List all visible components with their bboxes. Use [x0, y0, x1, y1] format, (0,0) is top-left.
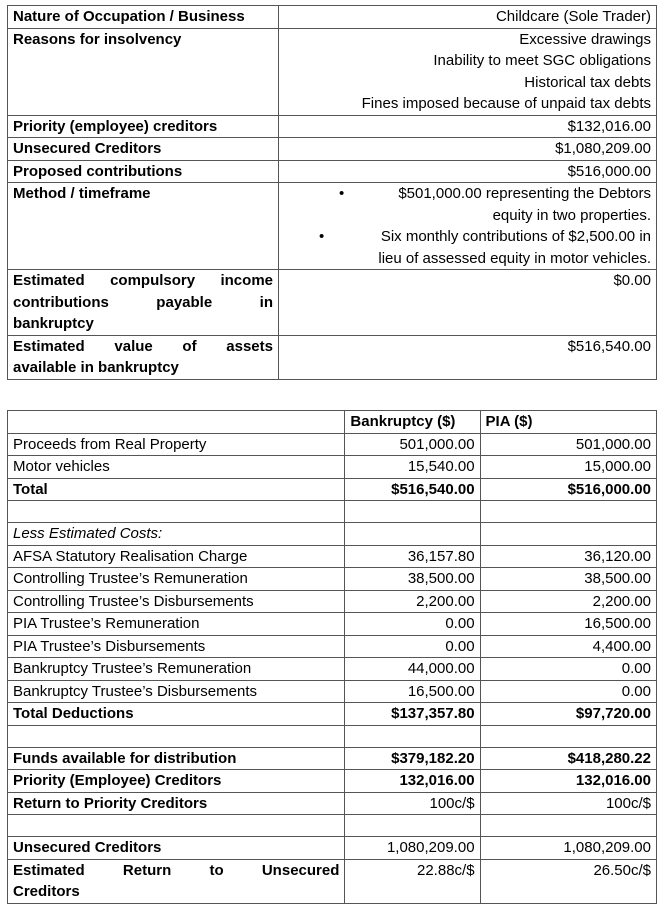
row-label: Proceeds from Real Property — [8, 433, 345, 456]
row-label — [8, 859, 345, 903]
comparison-row — [8, 815, 657, 837]
label-line: contributions payable in — [13, 293, 273, 311]
comparison-row — [8, 523, 657, 546]
bullet-line — [284, 248, 651, 270]
pia-value: 4,400.00 — [480, 635, 656, 658]
bankruptcy-value: 2,200.00 — [345, 590, 480, 613]
summary-label: Proposed contributions — [8, 160, 279, 183]
comparison-row — [8, 725, 657, 747]
bankruptcy-value — [345, 501, 480, 523]
pia-value: $516,000.00 — [480, 478, 656, 501]
summary-row-income — [8, 270, 657, 336]
summary-value — [279, 6, 657, 29]
label-line: available in bankruptcy — [13, 359, 179, 376]
summary-value — [279, 138, 657, 161]
label-line: bankruptcy — [13, 315, 94, 332]
summary-value-line: $132,016.00 — [567, 117, 651, 135]
pia-value — [480, 523, 656, 546]
pia-value: 38,500.00 — [480, 568, 656, 591]
bankruptcy-value: 1,080,209.00 — [345, 837, 480, 860]
label-line: Estimated value of assets — [13, 337, 273, 355]
pia-value: $418,280.22 — [480, 747, 656, 770]
pia-value — [480, 815, 656, 837]
comparison-row — [8, 456, 657, 479]
comparison-row — [8, 501, 657, 523]
pia-value: 501,000.00 — [480, 433, 656, 456]
summary-value-line: Inability to meet SGC obligations — [433, 52, 651, 69]
pia-value: 26.50c/$ — [480, 859, 656, 903]
summary-label: Unsecured Creditors — [8, 138, 279, 161]
row-label — [8, 815, 345, 837]
row-label — [8, 725, 345, 747]
row-label — [8, 501, 345, 523]
row-label: Unsecured Creditors — [8, 837, 345, 860]
pia-value: 36,120.00 — [480, 545, 656, 568]
bullet-text: lieu of assessed equity in motor vehicles. — [378, 249, 651, 267]
pia-value: 1,080,209.00 — [480, 837, 656, 860]
bankruptcy-value: $137,357.80 — [345, 703, 480, 726]
summary-row-method — [8, 183, 657, 270]
comparison-row — [8, 613, 657, 636]
comparison-row — [8, 433, 657, 456]
pia-value: 16,500.00 — [480, 613, 656, 636]
summary-value — [279, 115, 657, 138]
pia-value: 0.00 — [480, 658, 656, 681]
summary-value-line: $516,000.00 — [567, 162, 651, 180]
row-label: Less Estimated Costs: — [8, 523, 345, 546]
summary-row-assets — [8, 335, 657, 379]
summary-label: Nature of Occupation / Business — [8, 6, 279, 29]
summary-value-line: Childcare (Sole Trader) — [495, 8, 651, 25]
bankruptcy-value: 44,000.00 — [345, 658, 480, 681]
bullet-line — [284, 205, 651, 227]
bankruptcy-value: $516,540.00 — [345, 478, 480, 501]
comparison-row — [8, 635, 657, 658]
row-label: Total Deductions — [8, 703, 345, 726]
bankruptcy-value: 22.88c/$ — [345, 859, 480, 903]
bullet-text: $501,000.00 representing the Debtors — [398, 185, 651, 202]
row-label: Bankruptcy Trustee’s Disbursements — [8, 680, 345, 703]
comparison-row — [8, 770, 657, 793]
bankruptcy-value: 16,500.00 — [345, 680, 480, 703]
column-header — [8, 411, 345, 434]
bullet-line — [284, 183, 651, 205]
bankruptcy-value — [345, 523, 480, 546]
bullet-dot: • — [339, 185, 345, 202]
column-header: Bankruptcy ($) — [345, 411, 480, 434]
bullet-text: equity in two properties. — [492, 206, 651, 224]
comparison-header — [8, 411, 657, 434]
summary-row — [8, 115, 657, 138]
comparison-row — [8, 545, 657, 568]
pia-value: 100c/$ — [480, 792, 656, 815]
pia-value: $97,720.00 — [480, 703, 656, 726]
row-label: Funds available for distribution — [8, 747, 345, 770]
pia-value: 15,000.00 — [480, 456, 656, 479]
summary-label: Reasons for insolvency — [8, 28, 279, 115]
summary-value-line: Excessive drawings — [519, 30, 651, 48]
bankruptcy-value: $379,182.20 — [345, 747, 480, 770]
summary-value — [279, 28, 657, 115]
comparison-row — [8, 703, 657, 726]
summary-label: Priority (employee) creditors — [8, 115, 279, 138]
summary-value-line: $1,080,209.00 — [555, 140, 651, 157]
bankruptcy-value: 132,016.00 — [345, 770, 480, 793]
method-bullets — [279, 183, 657, 270]
pia-value — [480, 725, 656, 747]
label-line: Estimated compulsory income — [13, 272, 273, 289]
bankruptcy-value: 38,500.00 — [345, 568, 480, 591]
summary-row — [8, 138, 657, 161]
bullet-list — [284, 183, 651, 269]
summary-row — [8, 28, 657, 115]
summary-label — [8, 335, 279, 379]
comparison-table — [7, 410, 657, 904]
comparison-row — [8, 680, 657, 703]
bankruptcy-value: 100c/$ — [345, 792, 480, 815]
pia-value — [480, 501, 656, 523]
comparison-row — [8, 792, 657, 815]
summary-table — [7, 5, 657, 380]
summary-label: Method / timeframe — [8, 183, 279, 270]
summary-row — [8, 6, 657, 29]
bullet-line — [284, 226, 651, 248]
summary-value: $0.00 — [279, 270, 657, 336]
row-label: Bankruptcy Trustee’s Remuneration — [8, 658, 345, 681]
bankruptcy-value: 501,000.00 — [345, 433, 480, 456]
label-line: Estimated Return to Unsecured — [13, 861, 340, 879]
bullet-dot: • — [319, 228, 325, 245]
row-label: Controlling Trustee’s Remuneration — [8, 568, 345, 591]
summary-value-line: Historical tax debts — [524, 73, 651, 91]
row-label: Motor vehicles — [8, 456, 345, 479]
summary-label — [8, 270, 279, 336]
comparison-row — [8, 747, 657, 770]
comparison-row — [8, 837, 657, 860]
comparison-row — [8, 478, 657, 501]
comparison-row-last — [8, 859, 657, 903]
bankruptcy-value — [345, 815, 480, 837]
bullet-text: Six monthly contributions of $2,500.00 in — [380, 228, 651, 245]
comparison-row — [8, 590, 657, 613]
pia-value: 2,200.00 — [480, 590, 656, 613]
bankruptcy-value: 36,157.80 — [345, 545, 480, 568]
pia-value: 132,016.00 — [480, 770, 656, 793]
label-line: Creditors — [13, 883, 80, 900]
row-label: Controlling Trustee’s Disbursements — [8, 590, 345, 613]
row-label: Return to Priority Creditors — [8, 792, 345, 815]
row-label: Total — [8, 478, 345, 501]
bankruptcy-value: 0.00 — [345, 613, 480, 636]
bankruptcy-value: 15,540.00 — [345, 456, 480, 479]
column-header: PIA ($) — [480, 411, 656, 434]
pia-value: 0.00 — [480, 680, 656, 703]
comparison-row — [8, 658, 657, 681]
comparison-row — [8, 568, 657, 591]
row-label: PIA Trustee’s Remuneration — [8, 613, 345, 636]
summary-value — [279, 160, 657, 183]
row-label: AFSA Statutory Realisation Charge — [8, 545, 345, 568]
summary-value: $516,540.00 — [279, 335, 657, 379]
summary-value-line: Fines imposed because of unpaid tax debts — [361, 95, 651, 112]
bankruptcy-value — [345, 725, 480, 747]
summary-row — [8, 160, 657, 183]
bankruptcy-value: 0.00 — [345, 635, 480, 658]
row-label: Priority (Employee) Creditors — [8, 770, 345, 793]
row-label: PIA Trustee’s Disbursements — [8, 635, 345, 658]
